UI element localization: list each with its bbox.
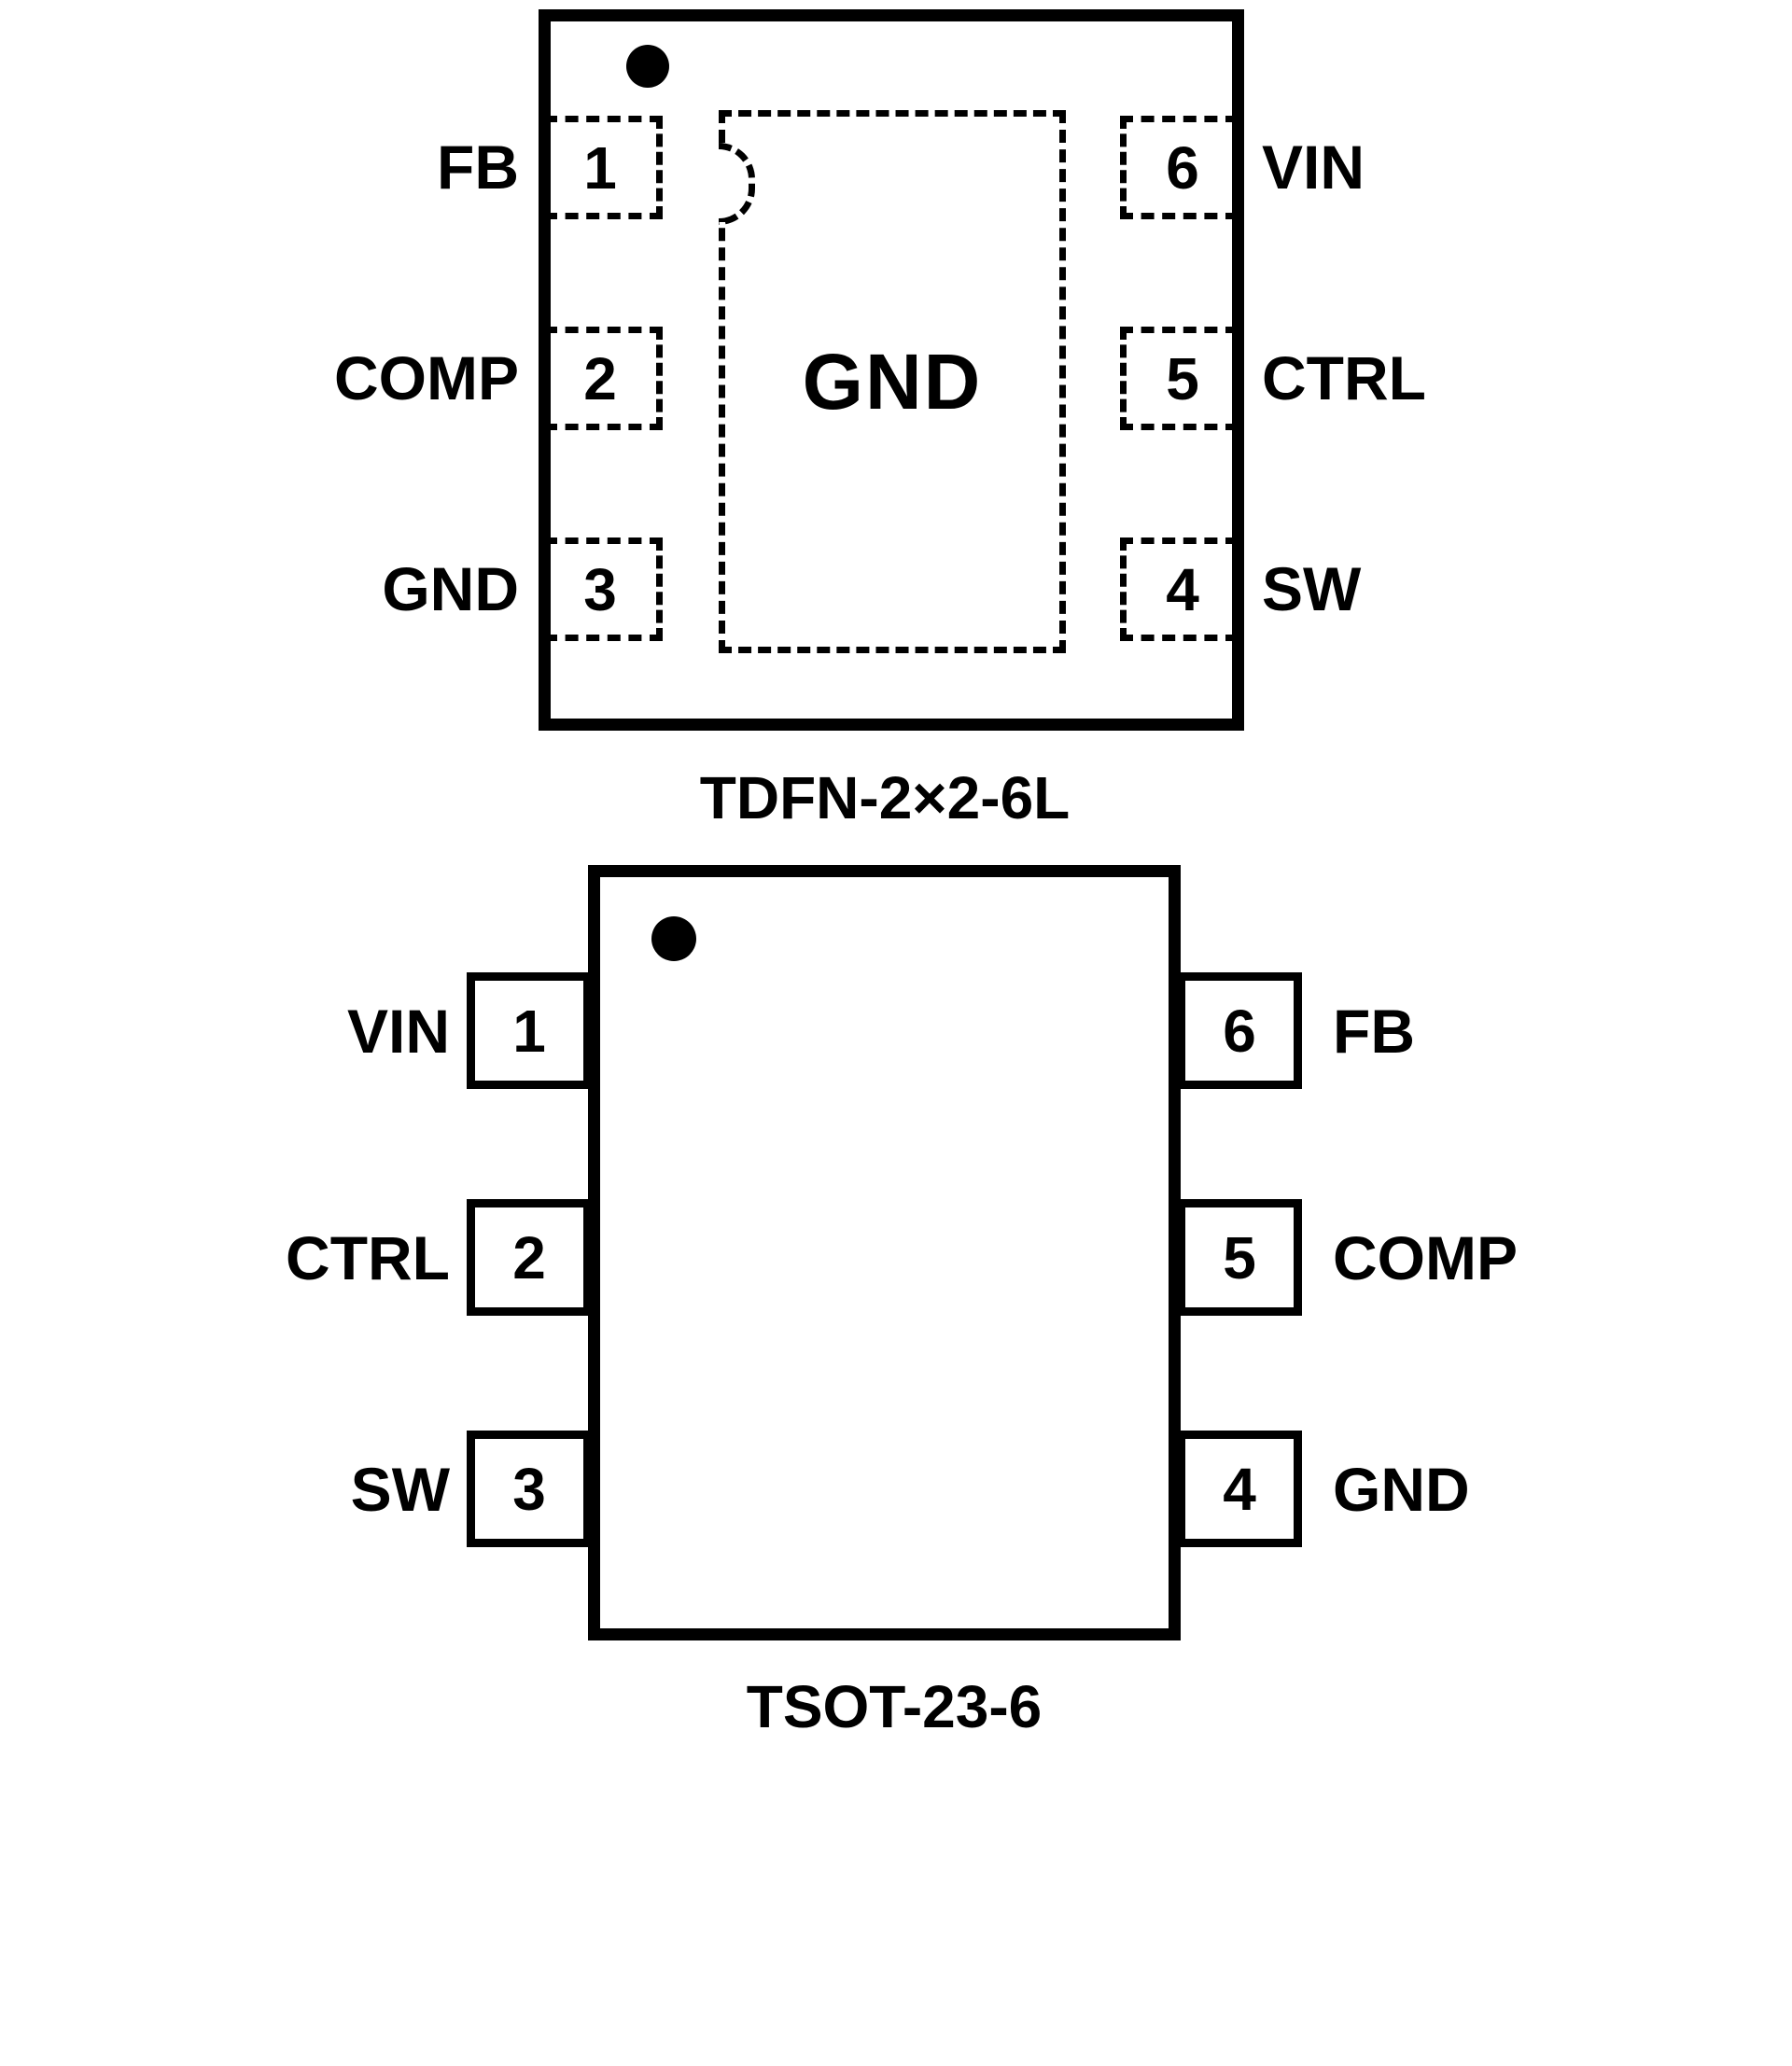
tsot-pin-2 (467, 1199, 592, 1316)
tsot-label-vin: VIN (346, 997, 450, 1066)
tsot-pin-4-number: 4 (1223, 1455, 1256, 1523)
tsot-package-outline (588, 865, 1181, 1640)
tsot-label-sw: SW (350, 1455, 450, 1524)
tsot-label-fb: FB (1333, 997, 1415, 1066)
tdfn-pad-5 (1120, 327, 1239, 430)
tsot-pin-1 (467, 972, 592, 1089)
tdfn-pad-3 (544, 537, 663, 641)
tdfn-thermal-pad (719, 110, 1066, 653)
tsot-pin-6 (1177, 972, 1302, 1089)
tdfn-pad-6 (1120, 116, 1239, 219)
tdfn-pad-1-number: 1 (583, 133, 617, 202)
tsot-pin-5 (1177, 1199, 1302, 1316)
tdfn-thermal-pad-label: GND (802, 337, 983, 426)
tdfn-pad-6-number: 6 (1166, 133, 1199, 202)
tdfn-pin1-indicator-dot-icon (626, 45, 669, 88)
tdfn-pad-1 (544, 116, 663, 219)
tdfn-label-fb: FB (437, 133, 519, 202)
tsot-pin1-indicator-dot-icon (651, 916, 696, 961)
tdfn-pad-2 (544, 327, 663, 430)
tdfn-package-caption: TDFN-2×2-6L (699, 764, 1071, 831)
tdfn-pad-2-number: 2 (583, 344, 617, 412)
tsot-label-ctrl: CTRL (286, 1223, 450, 1292)
tsot-label-gnd: GND (1333, 1455, 1470, 1524)
tdfn-label-comp: COMP (334, 343, 519, 412)
tdfn-pad-5-number: 5 (1166, 344, 1199, 412)
tdfn-label-sw: SW (1262, 554, 1362, 623)
tsot-label-comp: COMP (1333, 1223, 1518, 1292)
tsot-pin-5-number: 5 (1223, 1223, 1256, 1291)
tdfn-label-gnd: GND (382, 554, 519, 623)
tdfn-pad-3-number: 3 (583, 555, 617, 623)
tsot-pin-4 (1177, 1431, 1302, 1547)
tdfn-pad-4-number: 4 (1166, 555, 1199, 623)
tsot-pin-6-number: 6 (1223, 997, 1256, 1065)
tdfn-pad-4 (1120, 537, 1239, 641)
tdfn-label-vin: VIN (1262, 133, 1365, 202)
tsot-package-caption: TSOT-23-6 (746, 1673, 1043, 1740)
tsot-pin-3 (467, 1431, 592, 1547)
tdfn-label-ctrl: CTRL (1262, 343, 1426, 412)
tsot-pin-2-number: 2 (512, 1223, 546, 1291)
tsot-pin-3-number: 3 (512, 1455, 546, 1523)
tsot-pin-1-number: 1 (512, 997, 546, 1065)
